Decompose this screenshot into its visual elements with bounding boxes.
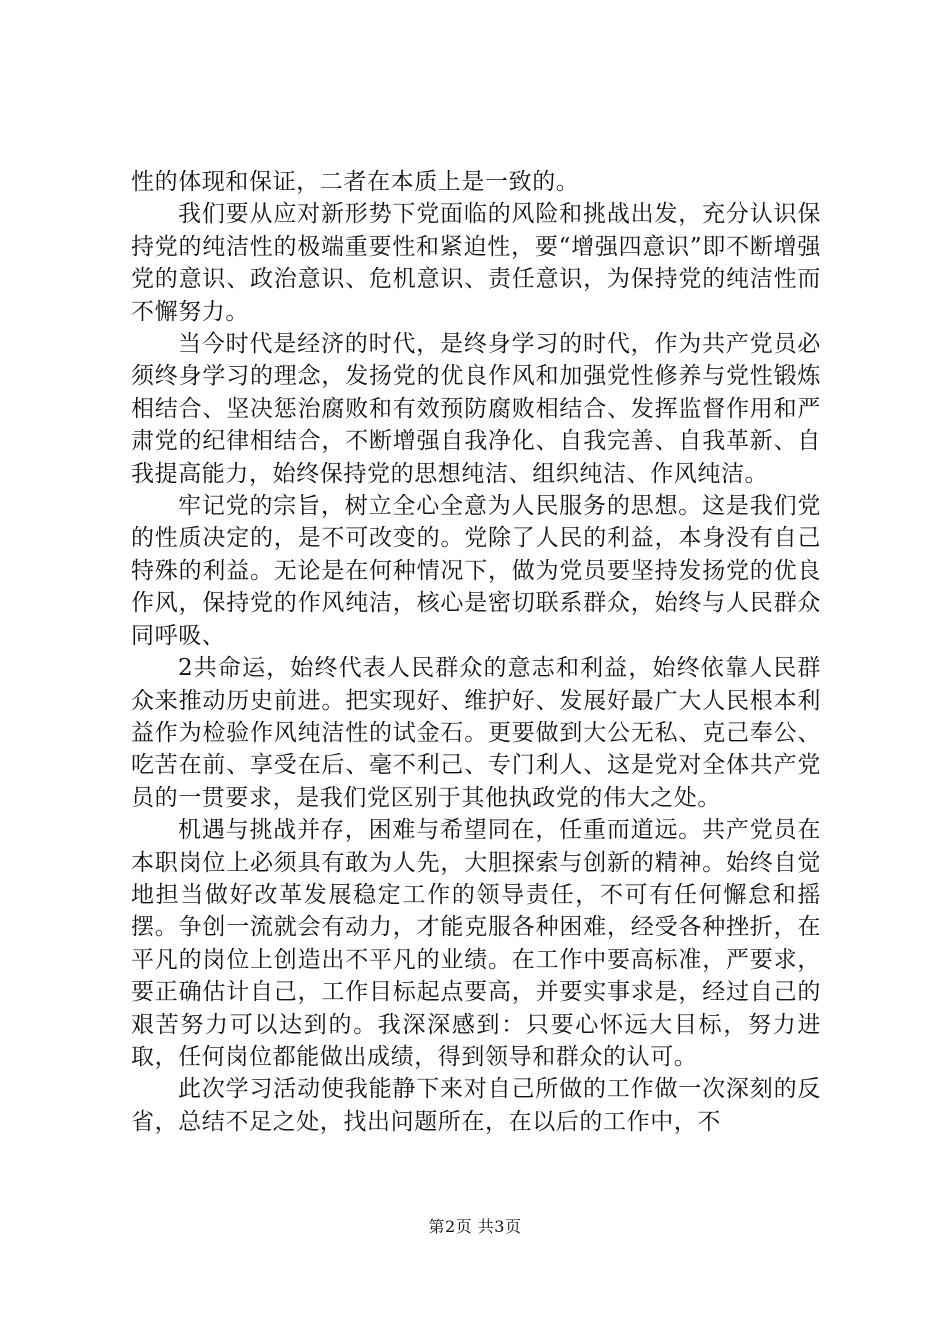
document-body (131, 166, 821, 1138)
paragraph-continuation: 性的体现和保证，二者在本质上是一致的。 (131, 169, 580, 195)
paragraph: 此次学习活动使我能静下来对自己所做的工作做一次深刻的反省，总结不足之处，找出问题所在，在以后的工作中，不 (131, 1076, 821, 1135)
paragraph: 我们要从应对新形势下党面临的风险和挑战出发，充分认识保持党的纯洁性的极端重要性和紧迫性，要“增强四意识”即不断增强党的意识、政治意识、危机意识、责任意识，为保持党的纯洁性而不懈努力。 (131, 201, 821, 325)
paragraph: 牢记党的宗旨，树立全心全意为人民服务的思想。这是我们党的性质决定的，是不可改变的。党除了人民的利益，本身没有自己特殊的利益。无论是在何种情况下，做为党员要坚持发扬党的优良作风，保持党的作风纯洁，核心是密切联系群众，始终与人民群众同呼吸、 (131, 493, 821, 649)
paragraph: 当今时代是经济的时代，是终身学习的时代，作为共产党员必须终身学习的理念，发扬党的优良作风和加强党性修养与党性锻炼相结合、坚决惩治腐败和有效预防腐败相结合、发挥监督作用和严肃党的纪律相结合，不断增强自我净化、自我完善、自我革新、自我提高能力，始终保持党的思想纯洁、组织纯洁、作风纯洁。 (131, 331, 821, 487)
paragraph: 机遇与挑战并存，困难与希望同在，任重而道远。共产党员在本职岗位上必须具有敢为人先，大胆探索与创新的精神。始终自觉地担当做好改革发展稳定工作的领导责任，不可有任何懈怠和摇摆。争创一流就会有动力，才能克服各种困难，经受各种挫折，在平凡的岗位上创造出不平凡的业绩。在工作中要高标准，严要求，要正确估计自己，工作目标起点要高，并要实事求是，经过自己的艰苦努力可以达到的。我深深感到：只要心怀远大目标，努力进取，任何岗位都能做出成绩，得到领导和群众的认可。 (131, 817, 821, 1070)
paragraph: 2共命运，始终代表人民群众的意志和利益，始终依靠人民群众来推动历史前进。把实现好、维护好、发展好最广大人民根本利益作为检验作风纯洁性的试金石。更要做到大公无私、克己奉公、吃苦在前、享受在后、毫不利己、专门利人、这是党对全体共产党员的一贯要求，是我们党区别于其他执政党的伟大之处。 (131, 655, 821, 811)
page-number-footer: 第2页 共3页 (428, 1217, 522, 1236)
